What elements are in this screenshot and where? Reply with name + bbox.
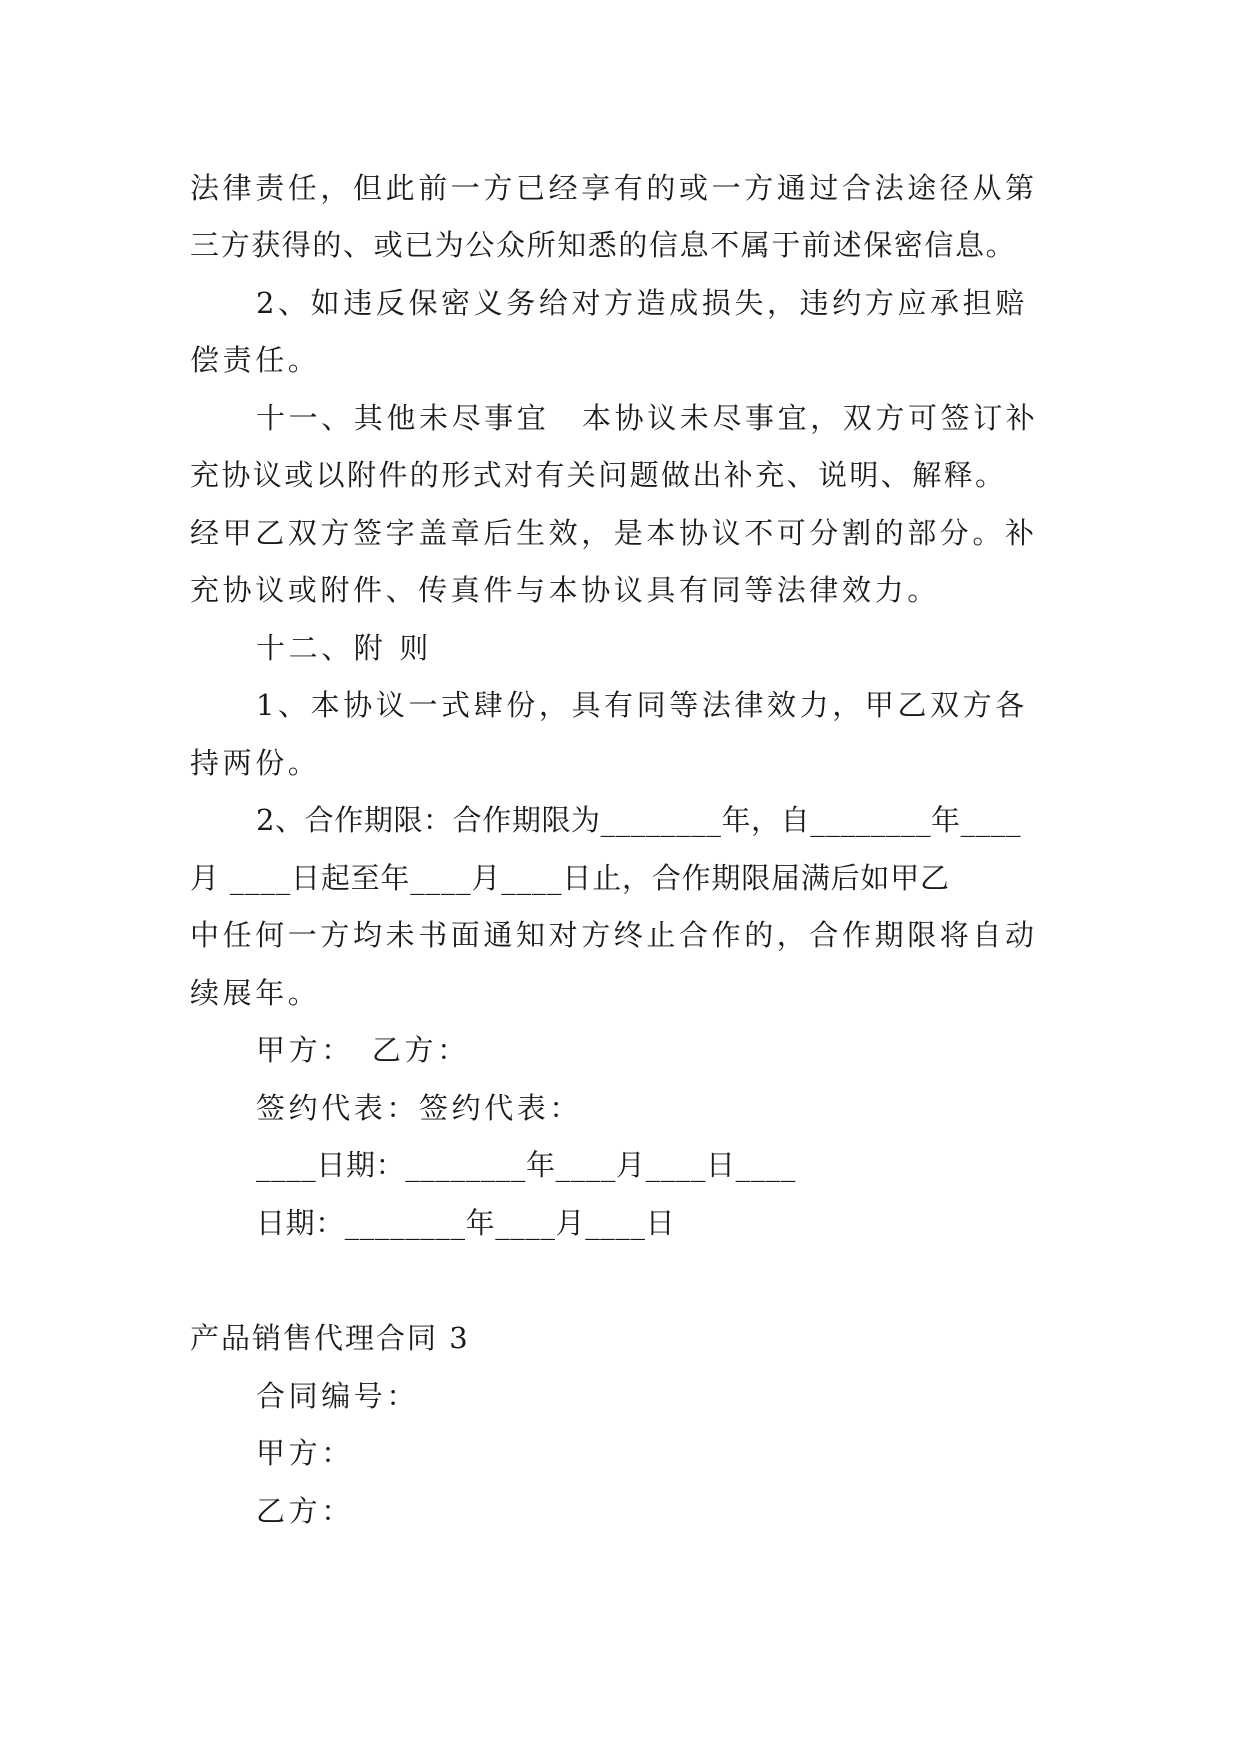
date-line: ____日期：________年____月____日____ [256,1148,796,1182]
contract-title: 产品销售代理合同 3 [190,1321,470,1355]
paragraph-line: 中任何一方均未书面通知对方终止合作的，合作期限将自动 [190,918,1038,952]
section-12-heading: 十二、附 则 [256,631,432,665]
signatory-labels: 签约代表：签约代表： [256,1091,583,1125]
contract-number-label: 合同编号： [256,1379,420,1413]
clause-2-confidentiality: 2、如违反保密义务给对方造成损失，违约方应承担赔 [256,286,1028,320]
paragraph-line: 充协议或附件、传真件与本协议具有同等法律效力。 [190,573,940,607]
paragraph-line: 偿责任。 [190,343,321,377]
paragraph-line: 持两份。 [190,746,321,780]
paragraph-line: 经甲乙双方签字盖章后生效，是本协议不可分割的部分。补 [190,516,1038,550]
paragraph-line: 充协议或以附件的形式对有关问题做出补充、说明、解释。 [190,458,1007,492]
paragraph-line: 续展年。 [190,976,321,1010]
party-a-label: 甲方： [256,1436,354,1470]
clause-2-term: 2、合作期限：合作期限为________年，自________年____ [256,803,1022,837]
clause-1-copies: 1、本协议一式肆份，具有同等法律效力，甲乙双方各 [256,688,1028,722]
paragraph-line: 月 ____日起至年____月____日止，合作期限届满后如甲乙 [190,861,950,895]
date-line: 日期：________年____月____日 [256,1206,676,1240]
party-b-label: 乙方： [256,1494,354,1528]
paragraph-line: 三方获得的、或已为公众所知悉的信息不属于前述保密信息。 [190,228,1017,262]
party-labels: 甲方： 乙方： [256,1033,470,1067]
paragraph-line: 法律责任，但此前一方已经享有的或一方通过合法途径从第 [190,171,1038,205]
section-11-heading: 十一、其他未尽事宜 本协议未尽事宜，双方可签订补 [256,401,1039,435]
